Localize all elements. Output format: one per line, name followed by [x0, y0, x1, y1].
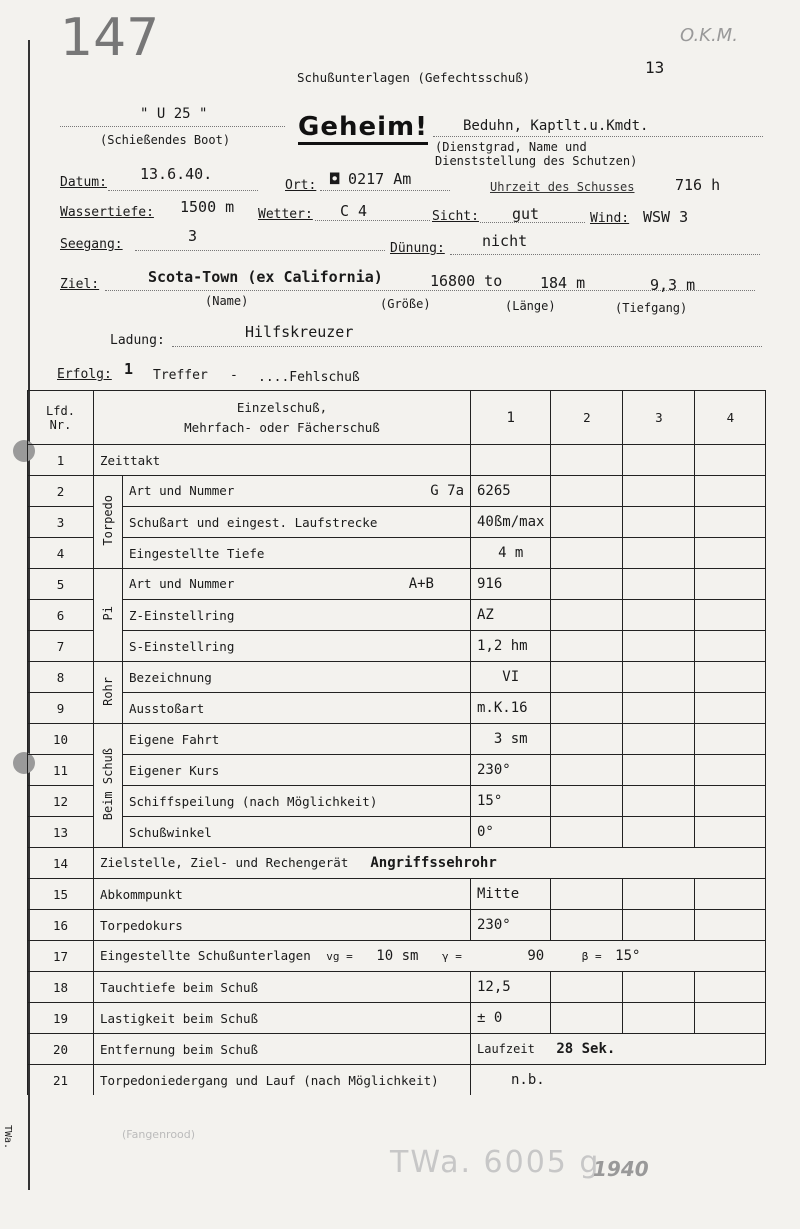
ladung-dotline [172, 346, 762, 347]
row-value: 15° [471, 786, 551, 817]
row-name: S-Einstellring [123, 631, 471, 662]
row-no: 17 [28, 941, 94, 972]
header-shot-type [94, 391, 471, 445]
datum-label: Datum: [60, 175, 107, 190]
row-no: 20 [28, 1034, 94, 1065]
row-name [123, 569, 471, 600]
row-value: 40ßm/max [471, 507, 551, 538]
row-no: 16 [28, 910, 94, 941]
seegang-value: 3 [188, 227, 198, 245]
row-name: Torpedokurs [94, 910, 471, 941]
row-value: 4 m [471, 538, 551, 569]
commander-dotline [433, 136, 763, 137]
wassertiefe-value: 1500 m [180, 198, 235, 216]
ladung-value: Hilfskreuzer [245, 323, 354, 341]
row-name: Schußart und eingest. Laufstrecke [123, 507, 471, 538]
row-no: 21 [28, 1065, 94, 1096]
row-name-text: Art und Nummer [129, 483, 235, 498]
footer-faint-text: (Fangenrood) [122, 1128, 196, 1141]
header-shot-type-2: Mehrfach- oder Fächerschuß [184, 419, 380, 435]
group-rohr [94, 662, 123, 724]
ziel-name: Scota-Town (ex California) [148, 268, 383, 286]
side-label: TWa. [2, 1125, 13, 1150]
row-value: VI [471, 662, 551, 693]
row-value: 230° [471, 910, 551, 941]
row-no: 8 [28, 662, 94, 693]
group-beim-schuss-label: Beim Schuß [101, 747, 115, 821]
row-name-text: Eingestellte Schußunterlagen [100, 948, 311, 963]
laufzeit-cell [471, 1034, 766, 1065]
row-value: 3 sm [471, 724, 551, 755]
ort-value: ◘ 0217 Am [330, 170, 412, 188]
row-name: Entfernung beim Schuß [94, 1034, 471, 1065]
row-name: Eingestellte Tiefe [123, 538, 471, 569]
row-name: Eigene Fahrt [123, 724, 471, 755]
row-name: Schiffspeilung (nach Möglichkeit) [123, 786, 471, 817]
row-value: 0° [471, 817, 551, 848]
row-no: 7 [28, 631, 94, 662]
uhrzeit-value: 716 h [675, 176, 721, 194]
row-name: Z-Einstellring [123, 600, 471, 631]
header-col-1: 1 [471, 391, 551, 445]
row-name: Schußwinkel [123, 817, 471, 848]
duenung-dotline [450, 254, 760, 255]
duenung-label: Dünung: [390, 241, 445, 256]
ziel-label: Ziel: [60, 277, 100, 292]
erfolg-dash: - [230, 368, 238, 383]
row-extra: G 7a [430, 483, 464, 499]
row-value: 916 [471, 569, 551, 600]
commander-caption: (Dienstgrad, Name und Dienststellung des Schutzen) [435, 140, 638, 168]
group-pi-label: Pi [101, 606, 115, 621]
geheim-stamp: Geheim! [298, 112, 428, 145]
row-no: 6 [28, 600, 94, 631]
row-name-text: Zielstelle, Ziel- und Rechengerät [100, 855, 349, 870]
wassertiefe-label: Wassertiefe: [60, 205, 154, 220]
uhrzeit-label: Uhrzeit des Schusses [490, 180, 635, 194]
datum-value: 13.6.40. [140, 165, 213, 183]
row-value [471, 445, 551, 476]
row-no: 19 [28, 1003, 94, 1034]
row-name: Tauchtiefe beim Schuß [94, 972, 471, 1003]
footer-year: 1940 [593, 1157, 649, 1181]
ort-label: Ort: [285, 178, 317, 193]
boat-dotline [60, 126, 285, 127]
ziel-groesse: 16800 to [430, 272, 503, 290]
row-no: 4 [28, 538, 94, 569]
group-torpedo-label: Torpedo [101, 495, 115, 546]
group-torpedo [94, 476, 123, 569]
row-value: 230° [471, 755, 551, 786]
row-no: 14 [28, 848, 94, 879]
row-name: Ausstoßart [123, 693, 471, 724]
wetter-dotline [315, 220, 430, 221]
group-pi [94, 569, 123, 662]
ziel-laenge: 184 m [540, 274, 586, 292]
ort-dotline [320, 190, 450, 191]
seegang-label: Seegang: [60, 237, 123, 252]
row-name [94, 941, 766, 972]
shot-data-table [27, 390, 766, 1095]
erfolg-label: Erfolg: [57, 367, 112, 382]
row-name [94, 848, 766, 879]
sicht-label: Sicht: [432, 209, 479, 224]
row21-value: n.b. [511, 1072, 545, 1088]
caption-groesse: (Größe) [380, 297, 431, 311]
row-no: 12 [28, 786, 94, 817]
corner-initials: O.K.M. [680, 25, 738, 46]
datum-dotline [108, 190, 258, 191]
row-no: 13 [28, 817, 94, 848]
commander: Beduhn, Kaptlt.u.Kmdt. [463, 118, 649, 134]
sicht-value: gut [512, 205, 540, 223]
beta-value: 15° [615, 948, 641, 964]
row-no: 10 [28, 724, 94, 755]
header-lfd-nr: Lfd. Nr. [28, 391, 94, 445]
caption-name: (Name) [205, 294, 249, 308]
boat-name: " U 25 " [140, 106, 208, 122]
wetter-label: Wetter: [258, 207, 313, 222]
ziel-tiefgang: 9,3 m [650, 276, 696, 294]
laufzeit-label: Laufzeit [477, 1042, 535, 1056]
laufzeit-value: 28 Sek. [556, 1041, 616, 1057]
gamma-label: γ = [441, 950, 462, 963]
wind-label: Wind: [590, 211, 630, 226]
header-col-3: 3 [623, 391, 695, 445]
wetter-value: C 4 [340, 202, 368, 220]
gamma-value: 90 [527, 948, 545, 964]
group-rohr-label: Rohr [101, 676, 115, 706]
row-no: 15 [28, 879, 94, 910]
caption-laenge: (Länge) [505, 299, 556, 313]
header-col-4: 4 [695, 391, 766, 445]
group-beim-schuss [94, 724, 123, 848]
row-name: Torpedoniedergang und Lauf (nach Möglichkeit) [94, 1065, 471, 1096]
vg-value: 10 sm [376, 948, 419, 964]
corner-number: 147 [60, 8, 160, 68]
row-name: Abkommpunkt [94, 879, 471, 910]
caption-tiefgang: (Tiefgang) [615, 301, 688, 315]
row-extra: A+B [408, 576, 434, 592]
boat-caption: (Schießendes Boot) [100, 133, 231, 147]
row-extra: Angriffssehrohr [370, 855, 497, 871]
duenung-value: nicht [482, 232, 528, 250]
header-shot-type-1: Einzelschuß, [236, 399, 328, 415]
row-name: Bezeichnung [123, 662, 471, 693]
row-value: ± 0 [471, 1003, 551, 1034]
page-number: 13 [645, 58, 665, 77]
row-no: 5 [28, 569, 94, 600]
row-no: 1 [28, 445, 94, 476]
row-no: 3 [28, 507, 94, 538]
header-col-2: 2 [551, 391, 623, 445]
seegang-dotline [135, 250, 385, 251]
row-no: 18 [28, 972, 94, 1003]
row-name-text: Art und Nummer [129, 576, 235, 591]
fehlschuss-label: ....Fehlschuß [258, 370, 360, 385]
ladung-label: Ladung: [110, 333, 165, 348]
row-value: Mitte [471, 879, 551, 910]
row-name: Zeittakt [94, 445, 471, 476]
vg-label: vg = [326, 950, 353, 963]
erfolg-treffer-count: 1 [124, 360, 134, 378]
row-name [123, 476, 471, 507]
row-no: 2 [28, 476, 94, 507]
treffer-label: Treffer [153, 368, 208, 383]
form-heading: Schußunterlagen (Gefechtsschuß) [297, 70, 531, 85]
footer-archive-stamp: TWa. 6005 g [390, 1145, 601, 1180]
row-no: 9 [28, 693, 94, 724]
row-value: m.K.16 [471, 693, 551, 724]
row-value: 6265 [471, 476, 551, 507]
row-no: 11 [28, 755, 94, 786]
beta-label: β = [581, 950, 602, 963]
row-value: 12,5 [471, 972, 551, 1003]
row-value: 1,2 hm [471, 631, 551, 662]
row-name: Eigener Kurs [123, 755, 471, 786]
row-value: AZ [471, 600, 551, 631]
wind-value: WSW 3 [643, 208, 689, 226]
row-name: Lastigkeit beim Schuß [94, 1003, 471, 1034]
